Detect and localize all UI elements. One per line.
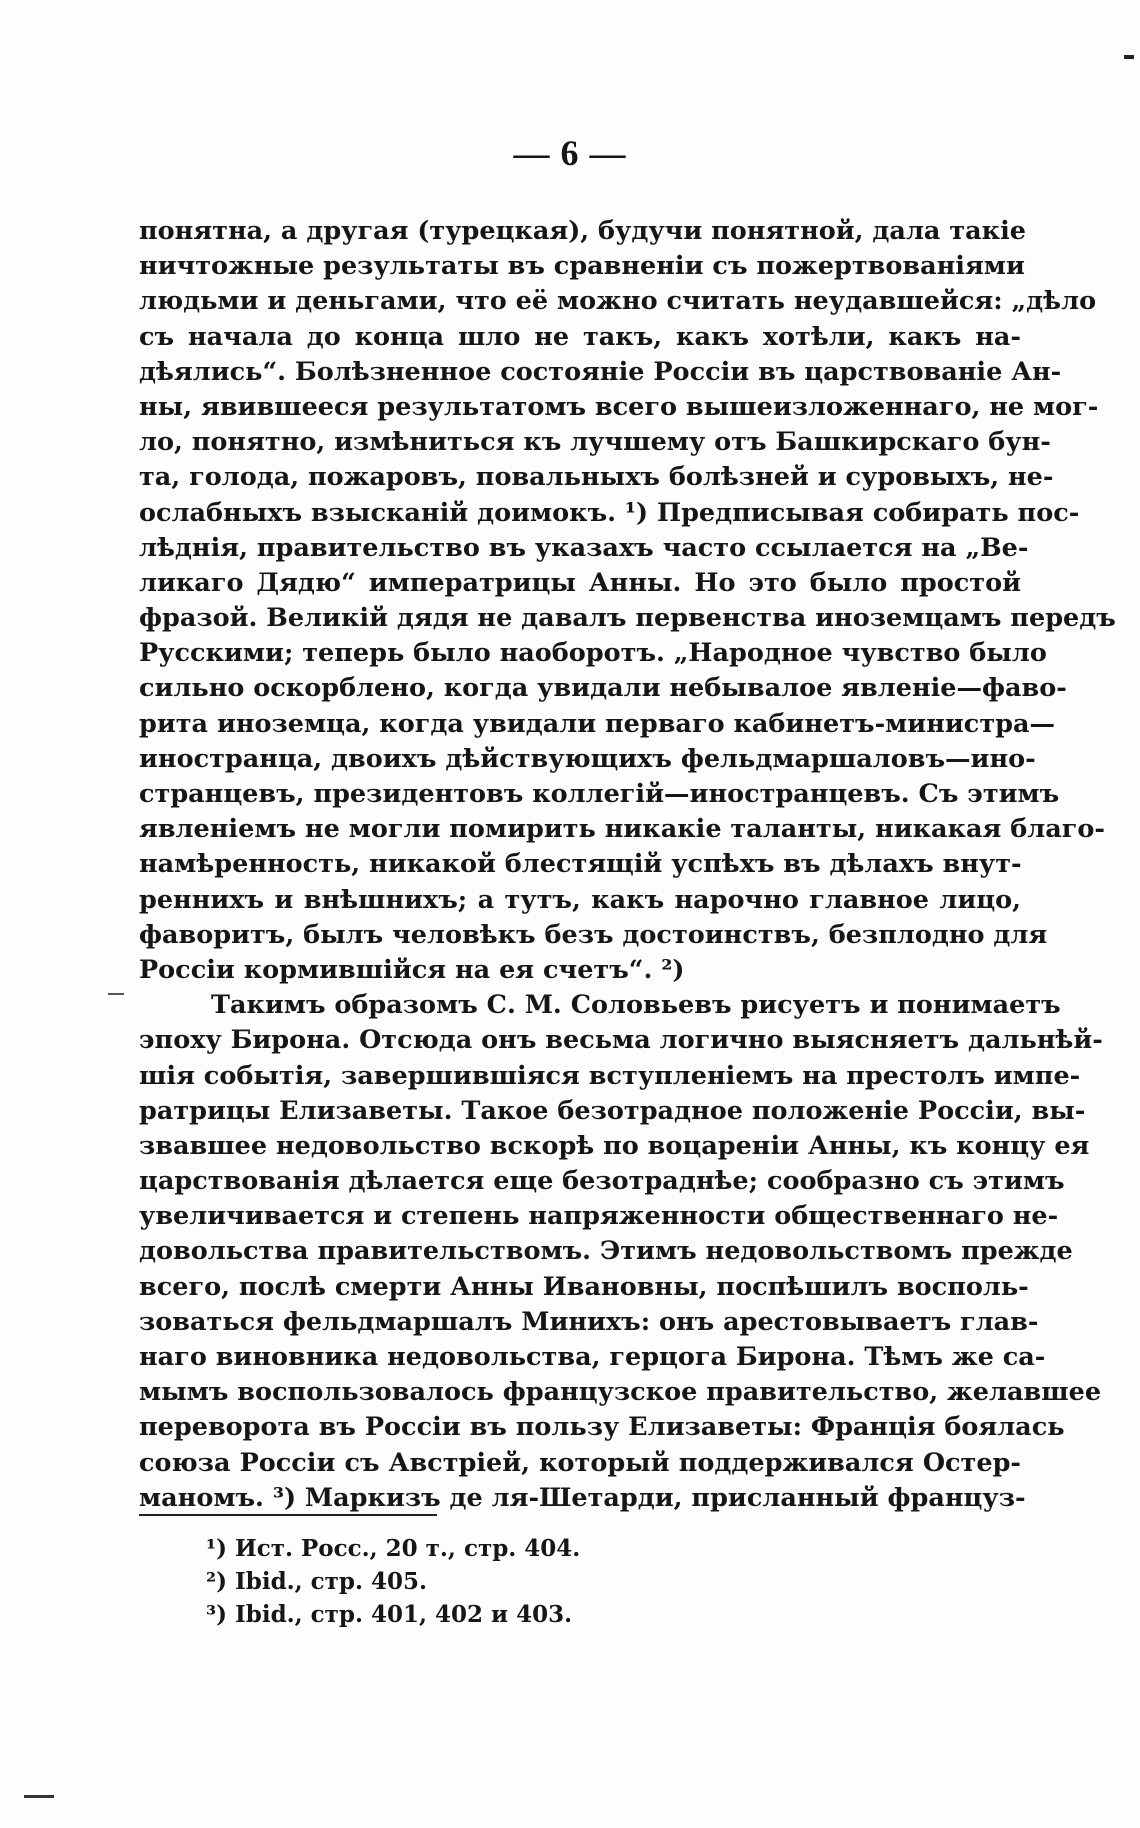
text-line: шія событія, завершившіяся вступленіемъ на престолъ импе- [139, 1060, 1081, 1091]
margin-mark [108, 993, 124, 995]
text-line: людьми и деньгами, что её можно считать неудавшейся: „дѣло [139, 286, 1097, 317]
text-line: намѣренность, никакой блестящій успѣхъ въ дѣлахъ внут- [139, 849, 1022, 880]
footnote-text: Ibid., стр. 405. [234, 1568, 428, 1595]
text-line: ликаго Дядю“ императрицы Анны. Но это было простой [139, 567, 1021, 598]
text-line: реннихъ и внѣшнихъ; а тутъ, какъ нарочно главное лицо, [139, 884, 1021, 915]
text-line: звавшее недовольство вскорѣ по воцареніи Анны, къ концу ея [139, 1130, 1090, 1161]
text-line: довольства правительствомъ. Этимъ недовольствомъ прежде [139, 1236, 1073, 1267]
text-line: зоваться фельдмаршалъ Минихъ: онъ арестовываетъ глав- [139, 1306, 1039, 1337]
footnote-text: Ист. Росс., 20 т., стр. 404. [234, 1535, 581, 1562]
text-line: рита иноземца, когда увидали перваго кабинетъ-министра— [139, 708, 1055, 739]
body-text [139, 214, 1116, 1516]
text-line: переворота въ Россіи въ пользу Елизаветы: Франція боялась [139, 1412, 1065, 1443]
text-line: союза Россіи съ Австріей, который поддерживался Остер- [139, 1447, 1021, 1478]
text-line: всего, послѣ смерти Анны Ивановны, поспѣшилъ восполь- [139, 1271, 1029, 1302]
text-line: сильно оскорблено, когда увидали небывалое явленіе—фаво- [139, 673, 1067, 704]
text-line: наго виновника недовольства, герцога Бирона. Тѣмъ же са- [139, 1342, 1046, 1372]
text-line: съ начала до конца шло не такъ, какъ хотѣли, какъ на- [139, 321, 1021, 352]
text-line: ло, понятно, измѣниться къ лучшему отъ Башкирскаго бун- [139, 427, 1051, 458]
text-line: маномъ. ³) Маркизъ де ля-Шетарди, присланный француз- [139, 1482, 1026, 1513]
text-line: Россіи кормившійся на ея счетъ“. ²) [139, 954, 685, 985]
text-line: ратрицы Елизаветы. Такое безотрадное положеніе Россіи, вы- [139, 1095, 1086, 1126]
text-line: фразой. Великій дядя не давалъ первенства иноземцамъ передъ [139, 603, 1116, 634]
page-number: — 6 — [513, 133, 627, 173]
footnote-rule [139, 1514, 437, 1516]
text-line: эпоху Бирона. Отсюда онъ весьма логично выясняетъ дальнѣй- [139, 1025, 1103, 1056]
text-line: ослабныхъ взысканій доимокъ. ¹) Предписывая собирать пос- [139, 497, 1080, 528]
text-line: ны, явившееся результатомъ всего вышеизложеннаго, не мог- [139, 391, 1099, 422]
footnote-mark: ¹) [206, 1535, 227, 1562]
text-line: фаворитъ, былъ человѣкъ безъ достоинствъ, безплодно для [139, 919, 1048, 950]
text-line: странцевъ, президентовъ коллегій—иностранцевъ. Съ этимъ [139, 779, 1060, 809]
text-line: лѣднія, правительство въ указахъ часто ссылается на „Ве- [139, 532, 1029, 563]
footnote-mark: ²) [206, 1568, 227, 1595]
footnote [206, 1532, 806, 1565]
text-line: дѣялись“. Болѣзненное состояніе Россіи въ царствованіе Ан- [139, 356, 1062, 387]
footnote [206, 1565, 806, 1598]
footnotes [206, 1532, 806, 1631]
text-line: мымъ воспользовалось французское правительство, желавшее [139, 1377, 1102, 1408]
text-line: царствованія дѣлается еще безотраднѣе; сообразно съ этимъ [139, 1166, 1065, 1197]
text-line: явленіемъ не могли помирить никакіе таланты, никакая благо- [139, 814, 1105, 845]
footnote [206, 1598, 806, 1631]
text-line: Такимъ образомъ С. М. Соловьевъ рисуетъ и понимаетъ [211, 990, 1061, 1021]
scan-mark [24, 1795, 54, 1798]
text-line: увеличивается и степень напряженности общественнаго не- [139, 1201, 1059, 1232]
scan-mark [1124, 55, 1134, 59]
text-line: ничтожные результаты въ сравненіи съ пожертвованіями [139, 251, 1025, 282]
text-line: понятна, а другая (турецкая), будучи понятной, дала такіе [139, 216, 1026, 246]
text-line: Русскими; теперь было наоборотъ. „Народное чувство было [139, 638, 1047, 669]
text-line: иностранца, двоихъ дѣйствующихъ фельдмаршаловъ—ино- [139, 743, 1036, 774]
text-line: та, голода, пожаровъ, повальныхъ болѣзней и суровыхъ, не- [139, 462, 1054, 493]
footnote-text: Ibid., стр. 401, 402 и 403. [234, 1601, 573, 1628]
footnote-mark: ³) [206, 1601, 227, 1628]
